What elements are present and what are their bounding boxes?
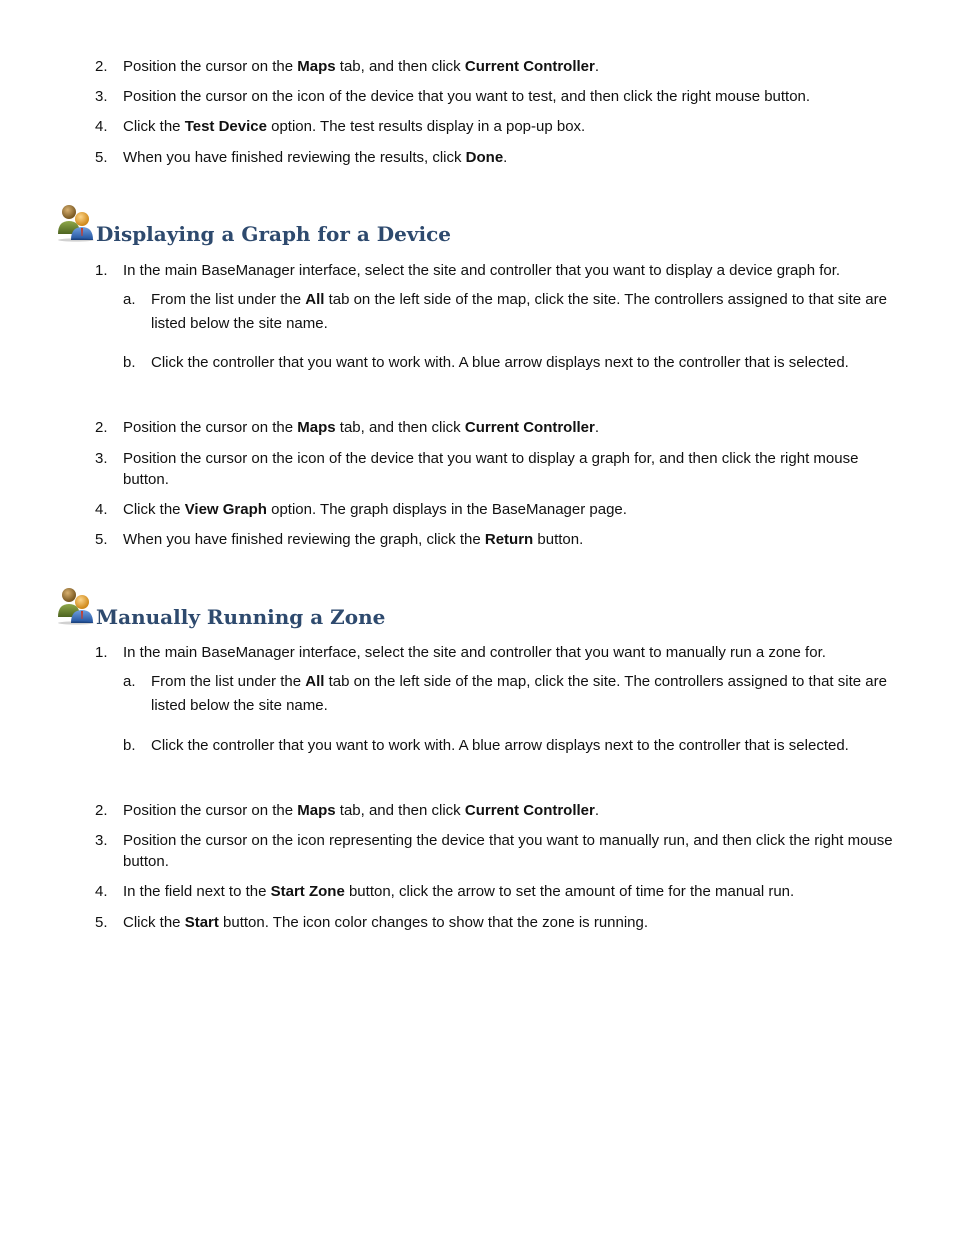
list-item <box>95 881 895 902</box>
list-item <box>95 529 895 550</box>
list-item <box>95 499 895 520</box>
users-icon <box>56 202 96 242</box>
step-number: 2. <box>95 802 108 819</box>
step-number: 4. <box>95 501 108 518</box>
bold-term: View Graph <box>184 501 267 518</box>
step-number: 2. <box>95 58 108 75</box>
bold-term: Start <box>184 914 219 931</box>
list-item <box>123 734 893 758</box>
list-item <box>95 147 895 168</box>
step-text: When you have finished reviewing the results, click Done. <box>123 149 508 166</box>
step-text: In the main BaseManager interface, select the site and controller that you want to manually run a zone for. <box>123 644 826 661</box>
list-item <box>95 56 895 77</box>
step-text: In the field next to the Start Zone button, click the arrow to set the amount of time for the manual run. <box>123 883 795 900</box>
list-item <box>95 260 895 281</box>
step-number: 3. <box>95 88 108 105</box>
users-icon <box>56 585 96 625</box>
sub-step-text: Click the controller that you want to work with. A blue arrow displays next to the controller that is selected. <box>151 737 849 754</box>
step-number: 3. <box>95 450 108 467</box>
sub-step-text: Click the controller that you want to work with. A blue arrow displays next to the controller that is selected. <box>151 354 849 371</box>
step-number: 1. <box>95 644 108 661</box>
step-text: Position the cursor on the Maps tab, and then click Current Controller. <box>123 58 600 75</box>
list-item <box>95 830 895 872</box>
step-text: Click the Start button. The icon color changes to show that the zone is running. <box>123 914 649 931</box>
sub-step-text: From the list under the All tab on the left side of the map, click the site. The controllers assigned to that site are listed below the site name. <box>151 673 887 714</box>
step-text: When you have finished reviewing the graph, click the Return button. <box>123 531 584 548</box>
list-item <box>95 86 895 107</box>
list-item <box>95 912 895 933</box>
step-text: Position the cursor on the icon of the device that you want to display a graph for, and then click the right mouse button. <box>123 450 859 488</box>
list-item <box>95 642 895 663</box>
sub-step-letter: b. <box>123 737 136 754</box>
list-item <box>123 351 893 375</box>
step-text: Position the cursor on the icon representing the device that you want to manually run, and then click the right mouse button. <box>123 832 893 870</box>
bold-term: Current Controller <box>464 419 595 436</box>
step-number: 5. <box>95 531 108 548</box>
section-title: Displaying a Graph for a Device <box>96 222 451 246</box>
step-number: 5. <box>95 914 108 931</box>
bold-term: Start Zone <box>270 883 345 900</box>
section-heading-graph <box>56 198 451 246</box>
step-number: 5. <box>95 149 108 166</box>
step-text: Click the View Graph option. The graph displays in the BaseManager page. <box>123 501 627 518</box>
bold-term: Current Controller <box>464 58 595 75</box>
list-item <box>95 448 895 490</box>
bold-term: Maps <box>297 419 336 436</box>
sub-step-letter: b. <box>123 354 136 371</box>
bold-term: All <box>305 291 325 308</box>
list-item <box>95 116 895 137</box>
bold-term: Return <box>484 531 534 548</box>
bold-term: Test Device <box>184 118 267 135</box>
step-text: Position the cursor on the Maps tab, and then click Current Controller. <box>123 419 600 436</box>
section-heading-zone <box>56 581 386 629</box>
step-number: 2. <box>95 419 108 436</box>
bold-term: Current Controller <box>464 802 595 819</box>
step-number: 4. <box>95 118 108 135</box>
bold-term: Done <box>465 149 504 166</box>
list-item <box>95 800 895 821</box>
step-text: Position the cursor on the Maps tab, and then click Current Controller. <box>123 802 600 819</box>
section-title: Manually Running a Zone <box>96 605 386 629</box>
step-number: 4. <box>95 883 108 900</box>
sub-step-letter: a. <box>123 291 136 308</box>
step-text: In the main BaseManager interface, select the site and controller that you want to display a device graph for. <box>123 262 841 279</box>
sub-step-text: From the list under the All tab on the left side of the map, click the site. The controllers assigned to that site are listed below the site name. <box>151 291 887 332</box>
bold-term: Maps <box>297 802 336 819</box>
list-item <box>95 417 895 438</box>
step-number: 1. <box>95 262 108 279</box>
step-text: Click the Test Device option. The test results display in a pop-up box. <box>123 118 586 135</box>
bold-term: All <box>305 673 325 690</box>
list-item <box>123 288 893 336</box>
step-number: 3. <box>95 832 108 849</box>
step-text: Position the cursor on the icon of the device that you want to test, and then click the right mouse button. <box>123 88 811 105</box>
sub-step-letter: a. <box>123 673 136 690</box>
bold-term: Maps <box>297 58 336 75</box>
list-item <box>123 670 893 718</box>
